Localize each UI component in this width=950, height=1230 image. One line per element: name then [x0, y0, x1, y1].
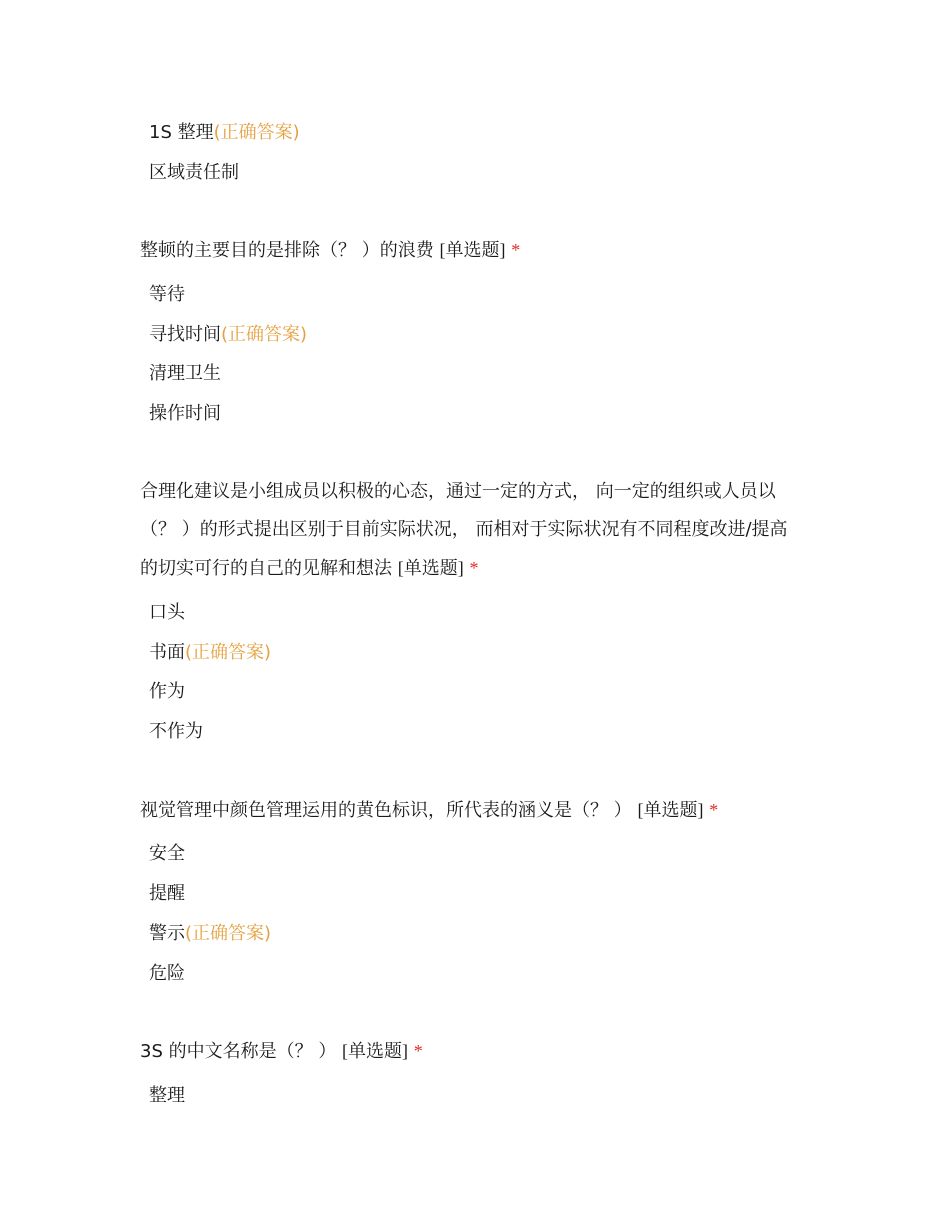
option-text: 提醒: [149, 883, 185, 904]
option-reminder: [149, 882, 185, 906]
question-type: [单选题]: [439, 240, 506, 260]
question-stem-line: （？ ）的形式提出区别于目前实际状况， 而相对于实际状况有不同程度改进/提高: [140, 519, 788, 540]
option-written: [149, 641, 271, 665]
option-text: 危险: [149, 963, 185, 984]
correct-answer-mark: (正确答案): [185, 923, 272, 944]
option-text: 安全: [149, 843, 185, 864]
correct-answer-mark: (正确答案): [213, 122, 300, 143]
option-text: 区域责任制: [149, 162, 239, 183]
option-cleaning: [149, 362, 221, 386]
question-type: [单选题]: [637, 800, 704, 820]
option-action: [149, 680, 185, 704]
option-area-responsibility: [149, 161, 239, 185]
required-marker: *: [511, 240, 521, 260]
question-stem-line: 视觉管理中颜色管理运用的黄色标识，所代表的涵义是（？ ）: [140, 800, 638, 821]
option-text: 警示: [149, 923, 185, 944]
option-seiri: [149, 1084, 185, 1108]
option-text: 等待: [149, 284, 185, 305]
option-search-time: [149, 323, 307, 347]
option-waiting: [149, 283, 185, 307]
question-2: [140, 473, 820, 588]
option-text: 操作时间: [149, 403, 221, 424]
question-stem: [140, 231, 820, 270]
option-text: 清理卫生: [149, 363, 221, 384]
question-stem-line: 合理化建议是小组成员以积极的心态，通过一定的方式， 向一定的组织或人员以: [140, 481, 776, 502]
option-text: 书面: [149, 642, 185, 663]
question-type: [单选题]: [397, 558, 464, 578]
correct-answer-mark: (正确答案): [221, 324, 308, 345]
option-1s-seiri: [149, 121, 300, 145]
option-text: 整理: [149, 1085, 185, 1106]
correct-answer-mark: (正确答案): [185, 642, 272, 663]
question-stem-line: 3S 的中文名称是（？ ）: [140, 1041, 343, 1062]
required-marker: *: [709, 800, 719, 820]
option-danger: [149, 962, 185, 986]
question-stem-line: 的切实可行的自己的见解和想法: [140, 558, 398, 579]
question-1: [140, 231, 820, 270]
option-text: 不作为: [149, 721, 203, 742]
option-safety: [149, 842, 185, 866]
question-3: [140, 791, 820, 830]
option-text: 作为: [149, 681, 185, 702]
required-marker: *: [469, 558, 479, 578]
option-inaction: [149, 720, 203, 744]
option-operation-time: [149, 402, 221, 426]
option-text: 口头: [149, 602, 185, 623]
option-oral: [149, 601, 185, 625]
question-4: [140, 1032, 820, 1071]
option-text: 1S 整理: [149, 122, 214, 143]
question-stem-line: 整顿的主要目的是排除（？ ）的浪费: [140, 240, 440, 261]
option-warning: [149, 922, 271, 946]
question-type: [单选题]: [342, 1041, 409, 1061]
option-text: 寻找时间: [149, 324, 221, 345]
required-marker: *: [413, 1041, 423, 1061]
